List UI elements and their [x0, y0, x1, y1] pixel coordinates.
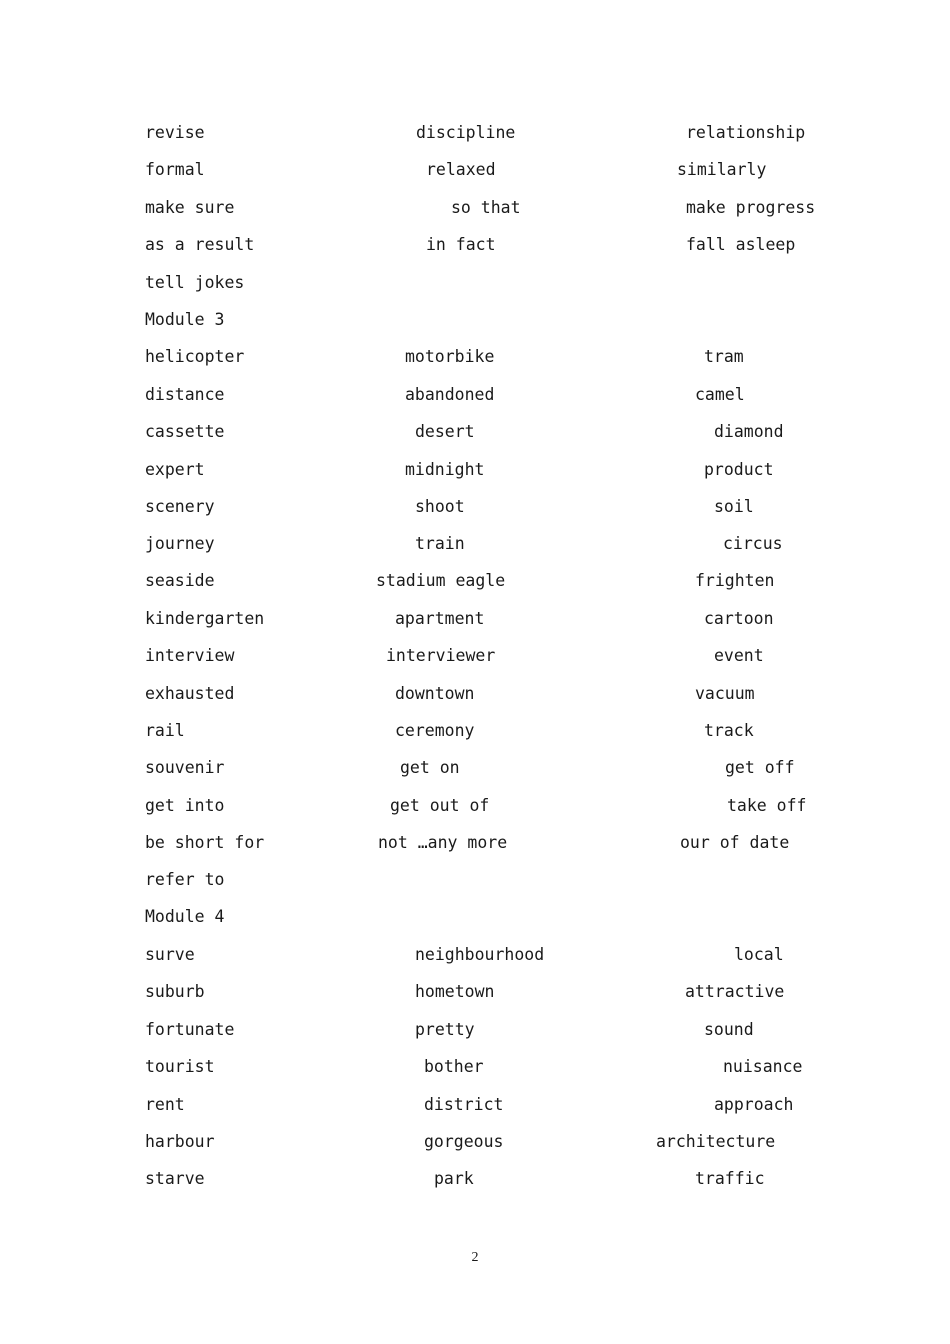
vocabulary-word: seaside [145, 571, 215, 590]
vocabulary-row [0, 417, 950, 447]
vocabulary-word: abandoned [405, 385, 495, 404]
vocabulary-word: suburb [145, 982, 205, 1001]
vocabulary-word: take off [727, 796, 807, 815]
vocabulary-word: get into [145, 796, 225, 815]
vocabulary-word: fall asleep [686, 235, 796, 254]
module-heading: Module 4 [145, 907, 225, 926]
vocabulary-word: formal [145, 160, 205, 179]
vocabulary-word: get out of [390, 796, 490, 815]
vocabulary-row [0, 679, 950, 709]
vocabulary-row [0, 342, 950, 372]
vocabulary-row [0, 604, 950, 634]
vocabulary-row [0, 118, 950, 148]
vocabulary-row [0, 193, 950, 223]
vocabulary-row [0, 1164, 950, 1194]
vocabulary-row [0, 455, 950, 485]
vocabulary-word: helicopter [145, 347, 245, 366]
vocabulary-word: rent [145, 1095, 185, 1114]
vocabulary-row [0, 492, 950, 522]
vocabulary-word: vacuum [695, 684, 755, 703]
module-heading-row [0, 305, 950, 335]
vocabulary-word: refer to [145, 870, 225, 889]
vocabulary-word: similarly [677, 160, 767, 179]
vocabulary-row [0, 977, 950, 1007]
vocabulary-row [0, 1015, 950, 1045]
vocabulary-word: revise [145, 123, 205, 142]
vocabulary-word: approach [714, 1095, 794, 1114]
vocabulary-row [0, 828, 950, 858]
vocabulary-word: our of date [680, 833, 790, 852]
page-number: 2 [471, 1250, 479, 1265]
vocabulary-word: relaxed [426, 160, 496, 179]
vocabulary-row [0, 230, 950, 260]
vocabulary-word: exhausted [145, 684, 235, 703]
vocabulary-word: nuisance [723, 1057, 803, 1076]
vocabulary-word: shoot [415, 497, 465, 516]
vocabulary-word: train [415, 534, 465, 553]
vocabulary-row [0, 641, 950, 671]
vocabulary-word: product [704, 460, 774, 479]
vocabulary-word: park [434, 1169, 474, 1188]
vocabulary-word: architecture [656, 1132, 776, 1151]
vocabulary-row [0, 566, 950, 596]
vocabulary-word: surve [145, 945, 195, 964]
vocabulary-word: local [734, 945, 784, 964]
vocabulary-word: frighten [695, 571, 775, 590]
vocabulary-word: expert [145, 460, 205, 479]
vocabulary-row [0, 791, 950, 821]
vocabulary-row [0, 1090, 950, 1120]
vocabulary-word: event [714, 646, 764, 665]
vocabulary-word: scenery [145, 497, 215, 516]
vocabulary-word: bother [424, 1057, 484, 1076]
vocabulary-word: fortunate [145, 1020, 235, 1039]
vocabulary-word: midnight [405, 460, 485, 479]
vocabulary-word: rail [145, 721, 185, 740]
vocabulary-word: track [704, 721, 754, 740]
vocabulary-word: harbour [145, 1132, 215, 1151]
vocabulary-word: souvenir [145, 758, 225, 777]
vocabulary-word: make sure [145, 198, 235, 217]
vocabulary-word: attractive [685, 982, 785, 1001]
vocabulary-word: tell jokes [145, 273, 245, 292]
vocabulary-row [0, 940, 950, 970]
vocabulary-word: soil [714, 497, 754, 516]
vocabulary-row [0, 380, 950, 410]
vocabulary-word: interviewer [386, 646, 496, 665]
vocabulary-row [0, 268, 950, 298]
vocabulary-word: get off [725, 758, 795, 777]
vocabulary-word: not …any more [378, 833, 508, 852]
vocabulary-word: starve [145, 1169, 205, 1188]
vocabulary-word: tram [704, 347, 744, 366]
vocabulary-word: tourist [145, 1057, 215, 1076]
vocabulary-row [0, 716, 950, 746]
vocabulary-word: cartoon [704, 609, 774, 628]
vocabulary-word: sound [704, 1020, 754, 1039]
vocabulary-row [0, 1127, 950, 1157]
vocabulary-row [0, 155, 950, 185]
module-heading-row [0, 902, 950, 932]
vocabulary-word: in fact [426, 235, 496, 254]
vocabulary-word: make progress [686, 198, 816, 217]
vocabulary-word: diamond [714, 422, 784, 441]
vocabulary-word: circus [723, 534, 783, 553]
vocabulary-word: kindergarten [145, 609, 265, 628]
vocabulary-word: as a result [145, 235, 255, 254]
vocabulary-word: discipline [416, 123, 516, 142]
vocabulary-word: downtown [395, 684, 475, 703]
vocabulary-word: ceremony [395, 721, 475, 740]
vocabulary-word: camel [695, 385, 745, 404]
vocabulary-word: apartment [395, 609, 485, 628]
vocabulary-word: neighbourhood [415, 945, 545, 964]
vocabulary-word: hometown [415, 982, 495, 1001]
vocabulary-row [0, 753, 950, 783]
vocabulary-word: relationship [686, 123, 806, 142]
vocabulary-word: get on [400, 758, 460, 777]
vocabulary-word: pretty [415, 1020, 475, 1039]
vocabulary-word: cassette [145, 422, 225, 441]
vocabulary-row [0, 529, 950, 559]
vocabulary-word: motorbike [405, 347, 495, 366]
vocabulary-word: so that [451, 198, 521, 217]
vocabulary-word: gorgeous [424, 1132, 504, 1151]
vocabulary-word: desert [415, 422, 475, 441]
vocabulary-word: stadium eagle [376, 571, 506, 590]
vocabulary-word: district [424, 1095, 504, 1114]
vocabulary-row [0, 865, 950, 895]
vocabulary-word: traffic [695, 1169, 765, 1188]
vocabulary-word: journey [145, 534, 215, 553]
vocabulary-row [0, 1052, 950, 1082]
module-heading: Module 3 [145, 310, 225, 329]
vocabulary-word: distance [145, 385, 225, 404]
vocabulary-word: interview [145, 646, 235, 665]
vocabulary-word: be short for [145, 833, 265, 852]
